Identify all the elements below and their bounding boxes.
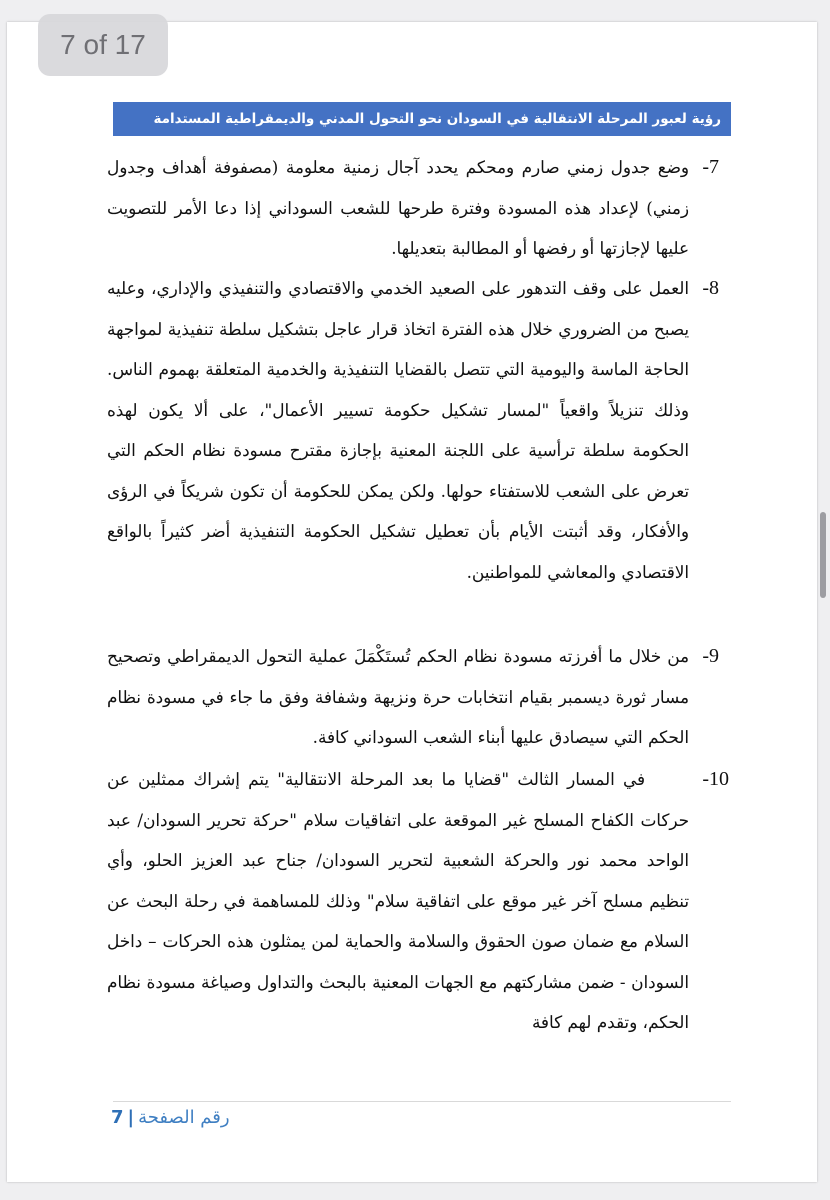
list-item-text: في المسار الثالث "قضايا ما بعد المرحلة الانتقالية" يتم إشراك ممثلين عن حركات الكفاح المسلح غير الموقعة على اتفاقيات سلام "حركة تحرير السودان/ عبد الواحد محمد نور والحركة الشعبية لتحرير السودان/ جناح عبد العزيز الحلو، وأي تنظيم مسلح آخر غير موقع على اتفاقية سلام" وذلك للمساهمة في رحلة البحث عن السلام مع ضمان صون الحقوق والسلامة والحماية لمن يمثلون هذه الحركات – داخل السودان - ضمن مشاركتهم مع الجهات المعنية بالبحث والتداول وصياغة مسودة نظام الحكم، وتقدم لهم كافة	[107, 769, 689, 1032]
list-item-8	[107, 268, 717, 592]
page-footer	[111, 1104, 230, 1132]
list-item-text: وضع جدول زمني صارم ومحكم يحدد آجال زمنية معلومة (مصفوفة أهداف وجدول زمني) لإعداد هذه المسودة وفترة طرحها للشعب السوداني إذا دعا الأمر للتصويت عليها لإجازتها أو رفضها أو المطالبة بتعديلها.	[107, 157, 689, 258]
list-item-number: -10	[702, 768, 729, 790]
list-item-number: -8	[702, 277, 719, 299]
document-header-title: رؤية لعبور المرحلة الانتقالية في السودان نحو التحول المدني والديمقراطية المستدامة	[153, 111, 721, 127]
document-header-band	[113, 102, 731, 136]
footer-separator: |	[127, 1107, 135, 1128]
list-item-7	[107, 147, 717, 269]
page-indicator: 7 of 17	[38, 14, 168, 76]
list-item-text: العمل على وقف التدهور على الصعيد الخدمي والاقتصادي والتنفيذي والإداري، وعليه يصبح من الضروري خلال هذه الفترة اتخاذ قرار عاجل بتشكيل سلطة تنفيذية لمواجهة الحاجة الماسة واليومية التي تتصل بالقضايا التنفيذية والخدمية المتعلقة بهموم الناس. وذلك تنزيلاً واقعياً "لمسار تشكيل حكومة تسيير الأعمال"، على ألا يكون لهذه الحكومة سلطة ترأسية على اللجنة المعنية بإجازة مقترح مسودة نظام الحكم التي تعرض على الشعب للاستفتاء حولها. ولكن يمكن للحكومة أن تكون شريكاً في الرؤى والأفكار، وقد أثبتت الأيام بأن تعطيل تشكيل الحكومة التنفيذية أضر كثيراً بالواقع الاقتصادي والمعاشي للمواطنين.	[107, 278, 689, 582]
list-item-text: من خلال ما أفرزته مسودة نظام الحكم تُستَكْمَلَ عملية التحول الديمقراطي وتصحيح مسار ثورة ديسمبر بقيام انتخابات حرة ونزيهة وشفافة وفق ما جاء في مسودة نظام الحكم التي سيصادق عليها أبناء الشعب السوداني كافة.	[107, 646, 689, 747]
list-item-9	[107, 636, 717, 758]
list-item-number: -7	[702, 156, 719, 178]
footer-page-number: 7	[111, 1107, 124, 1128]
vertical-scrollbar[interactable]	[820, 512, 826, 598]
document-page	[7, 22, 817, 1182]
footer-divider	[113, 1101, 731, 1102]
list-item-number: -9	[702, 645, 719, 667]
footer-page-label: رقم الصفحة	[138, 1107, 230, 1128]
list-item-10	[107, 759, 729, 1043]
